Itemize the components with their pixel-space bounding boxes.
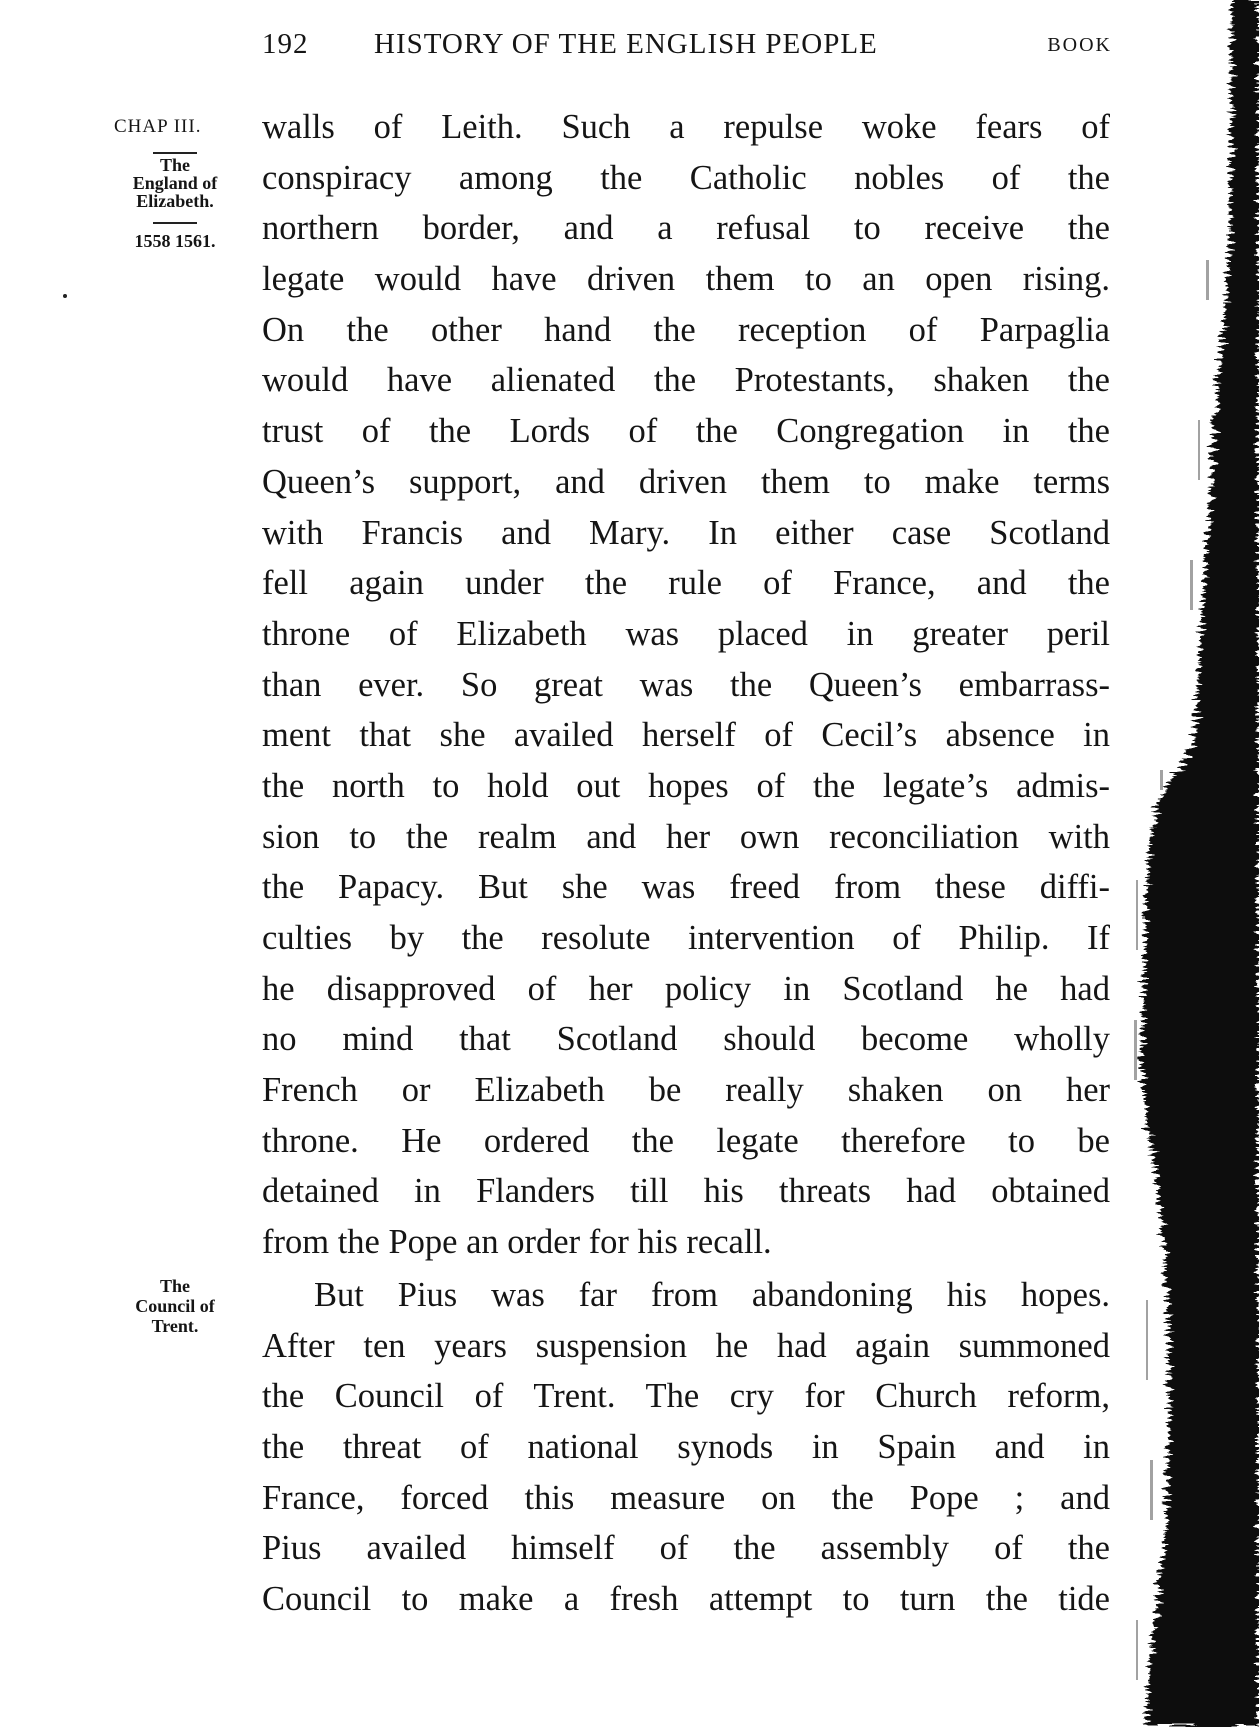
text-line: After ten years suspension he had again summoned (262, 1326, 1110, 1365)
section-title-line: England of (132, 173, 218, 193)
text-line: than ever. So great was the Queen’s embarrass- (262, 665, 1110, 704)
text-line: trust of the Lords of the Congregation in the (262, 412, 1110, 451)
council-note-line: Trent. (151, 1316, 199, 1336)
text-line: no mind that Scotland should become wholly (262, 1020, 1110, 1059)
section-title-line: The (159, 155, 190, 175)
margin-rule (153, 222, 197, 224)
text-line: ment that she availed herself of Cecil’s absence in (262, 716, 1110, 755)
text-line: the threat of national synods in Spain and in (262, 1428, 1110, 1467)
running-head (262, 28, 1112, 68)
section-title-line: Elizabeth. (136, 191, 214, 211)
running-head-book: BOOK (1047, 34, 1112, 56)
text-line: northern border, and a refusal to receive the (262, 209, 1110, 248)
text-line: detained in Flanders till his threats had obtained (262, 1172, 1110, 1211)
margin-note-council (100, 1276, 250, 1336)
text-line: Queen’s support, and driven them to make terms (262, 462, 1110, 501)
paragraph-2 (262, 1270, 1110, 1625)
date-range: 1558 1561. (134, 231, 216, 251)
text-line: Council to make a fresh attempt to turn the tide (262, 1580, 1110, 1619)
margin-rule (153, 152, 197, 154)
text-line: the Papacy. But she was freed from these diffi- (262, 868, 1110, 907)
margin-note-section (100, 118, 250, 250)
text-line: the Council of Trent. The cry for Church reform, (262, 1377, 1110, 1416)
text-line: On the other hand the reception of Parpaglia (262, 310, 1110, 349)
text-line: throne. He ordered the legate therefore to be (262, 1121, 1110, 1160)
running-head-title: HISTORY OF THE ENGLISH PEOPLE (374, 28, 878, 60)
text-line: culties by the resolute intervention of Philip. If (262, 919, 1110, 957)
text-line: But Pius was far from abandoning his hopes. (314, 1276, 1110, 1314)
text-line: France, forced this measure on the Pope ; and (262, 1478, 1110, 1517)
text-line: Pius availed himself of the assembly of the (262, 1529, 1110, 1568)
page-number: 192 (262, 28, 309, 60)
text-line: throne of Elizabeth was placed in greater peril (262, 614, 1110, 653)
text-line: fell again under the rule of France, and the (262, 564, 1110, 603)
council-note-line: The (159, 1276, 190, 1296)
text-line: conspiracy among the Catholic nobles of the (262, 158, 1110, 197)
paragraph-1 (262, 102, 1110, 1268)
text-line: from the Pope an order for his recall. (262, 1223, 772, 1262)
text-line: French or Elizabeth be really shaken on her (262, 1071, 1110, 1110)
text-line: he disapproved of her policy in Scotland he had (262, 969, 1110, 1008)
text-line: sion to the realm and her own reconciliation with (262, 817, 1110, 856)
text-line: legate would have driven them to an open rising. (262, 260, 1110, 299)
council-note-line: Council of (135, 1296, 215, 1316)
stray-mark (63, 294, 67, 298)
chapter-label: CHAP III. (114, 116, 202, 137)
text-line: the north to hold out hopes of the legate’s admis- (262, 766, 1110, 805)
text-line: would have alienated the Protestants, shaken the (262, 361, 1110, 400)
text-line: with Francis and Mary. In either case Scotland (262, 513, 1110, 552)
text-line: walls of Leith. Such a repulse woke fears of (262, 108, 1110, 146)
